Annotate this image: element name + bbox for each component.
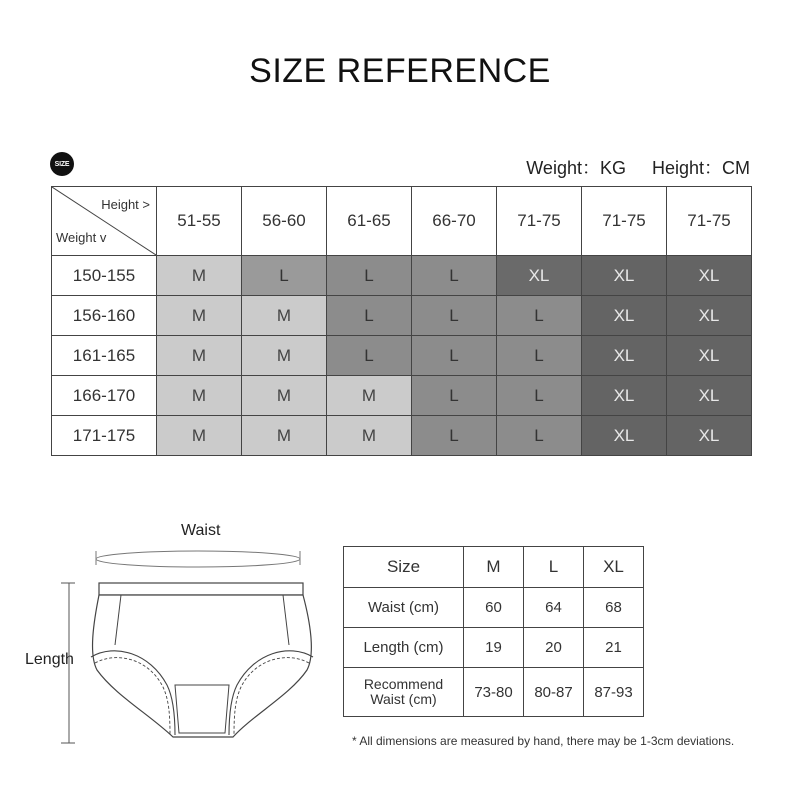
briefs-diagram-icon [55, 545, 325, 750]
value-cell: 64 [524, 588, 584, 628]
height-unit: Height：CM [651, 158, 750, 178]
size-cell: XL [667, 296, 752, 336]
size-cell: M [242, 336, 327, 376]
value-cell: 68 [584, 588, 644, 628]
column-header: 66-70 [412, 187, 497, 256]
row-label: Length (cm) [344, 628, 464, 668]
table-row [344, 588, 644, 628]
length-label: Length [25, 651, 74, 668]
size-chart-table [51, 186, 752, 456]
column-header: 71-75 [582, 187, 667, 256]
size-cell: XL [582, 376, 667, 416]
size-cell: M [157, 336, 242, 376]
size-cell: XL [582, 416, 667, 456]
size-cell: M [327, 416, 412, 456]
size-cell: L [327, 336, 412, 376]
row-header: 161-165 [52, 336, 157, 376]
size-cell: M [242, 416, 327, 456]
value-cell: 73-80 [464, 668, 524, 717]
table-row [52, 296, 752, 336]
size-cell: M [157, 376, 242, 416]
value-cell: 80-87 [524, 668, 584, 717]
measurement-table [343, 546, 644, 717]
value-cell: 87-93 [584, 668, 644, 717]
size-cell: XL [667, 336, 752, 376]
size-cell: L [497, 336, 582, 376]
size-cell: XL [497, 256, 582, 296]
value-cell: 19 [464, 628, 524, 668]
footnote: * All dimensions are measured by hand, there may be 1-3cm deviations. [352, 734, 735, 748]
header-cell: L [524, 547, 584, 588]
size-cell: L [412, 256, 497, 296]
size-cell: L [412, 296, 497, 336]
table-row [52, 336, 752, 376]
size-cell: M [242, 376, 327, 416]
header-cell: XL [584, 547, 644, 588]
size-cell: XL [667, 376, 752, 416]
size-chart-header-row [52, 187, 752, 256]
size-cell: L [327, 296, 412, 336]
column-header: 51-55 [157, 187, 242, 256]
table-row [344, 628, 644, 668]
size-badge-icon: SIZE [50, 152, 74, 176]
waist-label: Waist [181, 522, 221, 539]
value-cell: 21 [584, 628, 644, 668]
row-header: 150-155 [52, 256, 157, 296]
size-cell: L [497, 416, 582, 456]
row-header: 166-170 [52, 376, 157, 416]
size-cell: L [497, 296, 582, 336]
column-header: 56-60 [242, 187, 327, 256]
size-cell: XL [582, 336, 667, 376]
column-header: 61-65 [327, 187, 412, 256]
value-cell: 60 [464, 588, 524, 628]
measurement-header-row [344, 547, 644, 588]
size-cell: M [157, 256, 242, 296]
column-header: 71-75 [667, 187, 752, 256]
row-header: 156-160 [52, 296, 157, 336]
size-cell: M [157, 296, 242, 336]
size-cell: XL [582, 296, 667, 336]
value-cell: 20 [524, 628, 584, 668]
page-title: SIZE REFERENCE [249, 52, 551, 90]
table-row [52, 256, 752, 296]
corner-cell [52, 187, 157, 256]
row-label-line: Waist (cm) [370, 691, 437, 707]
column-header: 71-75 [497, 187, 582, 256]
corner-weight-label: Weight v [56, 230, 107, 245]
size-cell: XL [582, 256, 667, 296]
row-label-line: Recommend [363, 676, 444, 692]
size-cell: M [327, 376, 412, 416]
row-label [344, 668, 464, 717]
row-label: Waist (cm) [344, 588, 464, 628]
size-cell: L [242, 256, 327, 296]
size-cell: M [242, 296, 327, 336]
units-legend [526, 154, 750, 180]
size-cell: L [497, 376, 582, 416]
table-row [344, 668, 644, 717]
size-cell: M [157, 416, 242, 456]
row-header: 171-175 [52, 416, 157, 456]
size-cell: L [412, 336, 497, 376]
header-cell: Size [344, 547, 464, 588]
size-cell: XL [667, 256, 752, 296]
size-cell: XL [667, 416, 752, 456]
weight-unit: Weight：KG [526, 158, 626, 178]
size-cell: L [327, 256, 412, 296]
corner-height-label: Height > [101, 197, 150, 212]
table-row [52, 376, 752, 416]
size-cell: L [412, 376, 497, 416]
size-cell: L [412, 416, 497, 456]
table-row [52, 416, 752, 456]
header-cell: M [464, 547, 524, 588]
